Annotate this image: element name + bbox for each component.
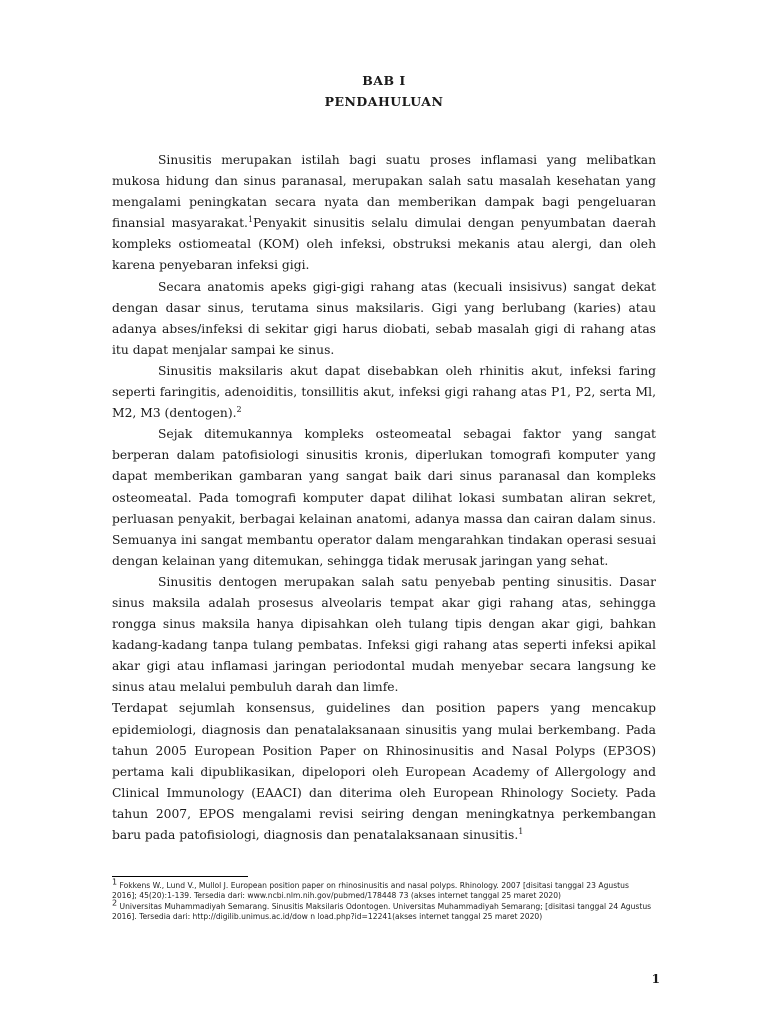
paragraph xyxy=(112,698,656,846)
footnote-number: 1 xyxy=(112,877,118,887)
paragraph: Secara anatomis apeks gigi-gigi rahang atas (kecuali insisivus) sangat dekat dengan dasar sinus, terutama sinus maksilaris. Gigi yang berlubang (karies) atau adanya abses/infeksi di sekitar gigi harus diobati, sebab masalah gigi di rahang atas itu dapat menjalar sampai ke sinus. xyxy=(112,279,656,357)
footnote-text: Universitas Muhammadiyah Semarang. Sinusitis Maksilaris Odontogen. Universitas Muhammadiyah Semarang; [disitasi tanggal 24 Agustus 2016]. Tersedia dari: http://digilib.unimus.ac.id/dow n load.php?id=12241(akses internet tanggal 25 maret 2020) xyxy=(112,901,652,921)
paragraph: Sejak ditemukannya kompleks osteomeatal sebagai faktor yang sangat berperan dalam patofisiologi sinusitis kronis, diperlukan tomografi komputer yang dapat memberikan gambaran yang sangat baik dari sinus paranasal dan kompleks osteomeatal. Pada tomografi komputer dapat dilihat lokasi sumbatan aliran sekret, perluasan penyakit, berbagai kelainan anatomi, adanya massa dan cairan dalam sinus. Semuanya ini sangat membantu operator dalam mengarahkan tindakan operasi sesuai dengan kelainan yang ditemukan, sehingga tidak merusak jaringan yang sehat. xyxy=(112,427,656,568)
paragraph-text: Sinusitis merupakan istilah bagi suatu proses inflamasi yang melibatkan mukosa hidung dan sinus paranasal, merupakan salah satu masalah kesehatan yang mengalami peningkatan secara nyata dan memberikan dampak bagi pengeluaran finansial masyarakat. xyxy=(112,153,656,231)
footnote xyxy=(112,898,656,923)
chapter-label: BAB I xyxy=(362,73,406,88)
paragraph-text: Penyakit sinusitis selalu dimulai dengan penyumbatan daerah kompleks ostiomeatal (KOM) oleh infeksi, obstruksi mekanis atau alergi, dan oleh karena penyebaran infeksi gigi. xyxy=(112,216,656,273)
paragraph xyxy=(112,150,656,277)
paragraph-text: Sinusitis maksilaris akut dapat disebabkan oleh rhinitis akut, infeksi faring seperti faringitis, adenoiditis, tonsillitis akut, infeksi gigi rahang atas P1, P2, serta Ml, M2, M3 (dentogen). xyxy=(112,363,656,421)
footnote-text: Fokkens W., Lund V., Mullol J. European position paper on rhinosinusitis and nasal polyps. Rhinology. 2007 [disitasi tanggal 23 Agustus 2016]; 45(20):1-139. Tersedia dari: www.ncbi.nlm.nih.gov/pubmed/178448 73 (akses internet tanggal 25 maret 2020) xyxy=(112,881,629,901)
paragraph: Sinusitis dentogen merupakan salah satu penyebab penting sinusitis. Dasar sinus maksila adalah prosesus alveolaris tempat akar gigi rahang atas, sehingga rongga sinus maksila hanya dipisahkan oleh tulang tipis dengan akar gigi, bahkan kadang-kadang tanpa tulang pembatas. Infeksi gigi rahang atas seperti infeksi apikal akar gigi atau inflamasi jaringan periodontal mudah menyebar secara langsung ke sinus atau melalui pembuluh darah dan limfe. xyxy=(112,574,656,695)
footnotes xyxy=(112,877,656,922)
paragraph xyxy=(112,361,656,424)
footnote-number: 2 xyxy=(112,898,118,908)
chapter-title: PENDAHULUAN xyxy=(324,94,444,109)
page-number: 1 xyxy=(651,972,660,986)
paragraph-text: Terdapat sejumlah konsensus, guidelines dan position papers yang mencakup epidemiologi, diagnosis dan penatalaksanaan sinusitis yang mulai berkembang. Pada tahun 2005 European Position Paper on Rhinosinusitis and Nasal Polyps (EP3OS) pertama kali dipublikasikan, dipelopori oleh European Academy of Allergology and Clinical Immunology (EAACI) dan diterima oleh European Rhinology Society. Pada tahun 2007, EPOS mengalami revisi seiring dengan meningkatnya perkembangan baru pada patofisiologi, diagnosis dan penatalaksanaan sinusitis. xyxy=(112,701,656,842)
body-text xyxy=(112,150,656,846)
citation-ref: 2 xyxy=(236,405,242,415)
footnote-separator xyxy=(112,876,248,877)
footnote xyxy=(112,877,656,902)
citation-ref: 1 xyxy=(247,215,254,225)
citation-ref: 1 xyxy=(518,826,524,836)
